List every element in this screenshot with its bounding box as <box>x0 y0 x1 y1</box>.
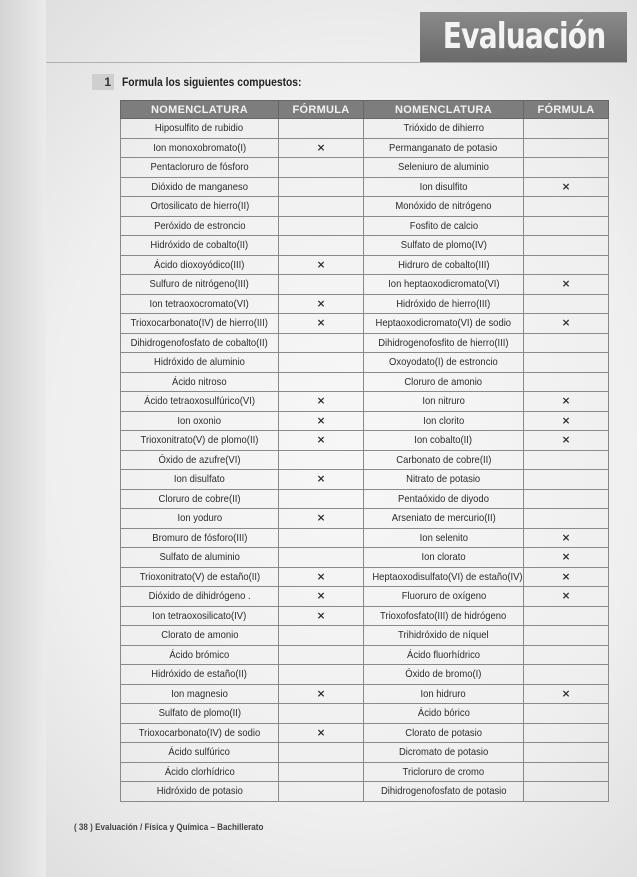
compound-name-text: Ion disulfito <box>419 180 468 193</box>
compound-name-right <box>364 177 524 197</box>
formula-cell-right <box>524 236 609 256</box>
compound-name-text: Dihidrogenofosfato de potasio <box>380 785 507 798</box>
table-row <box>121 197 609 217</box>
compound-name-text: Ácido clorhídrico <box>164 765 235 778</box>
table-row <box>121 353 609 373</box>
table-header-row <box>121 101 609 119</box>
formula-cell-right <box>524 119 609 139</box>
compound-name-text: Dihidrogenofosfato de cobalto(II) <box>130 336 269 349</box>
table-row <box>121 392 609 412</box>
compound-name-text: Ácido nitroso <box>172 375 227 388</box>
compound-name-left <box>121 431 279 451</box>
formula-cell-right <box>524 372 609 392</box>
table-row <box>121 509 609 529</box>
compound-name-left <box>121 119 279 139</box>
formula-cell-right: × <box>524 314 609 334</box>
table-row <box>121 489 609 509</box>
compound-name-left <box>121 177 279 197</box>
table-row <box>121 119 609 139</box>
compound-name-right <box>364 489 524 509</box>
formula-cell-left <box>279 275 364 295</box>
formula-cell-left: × <box>279 138 364 158</box>
formula-cell-right <box>524 470 609 490</box>
formula-cell-right <box>524 782 609 802</box>
formula-cell-right <box>524 216 609 236</box>
table-row <box>121 314 609 334</box>
compound-name-text: Tricloruro de cromo <box>402 765 485 778</box>
compound-name-right <box>364 431 524 451</box>
compound-name-left <box>121 216 279 236</box>
page-shadow-edge <box>0 0 46 877</box>
formula-cell-right: × <box>524 411 609 431</box>
compound-name-left <box>121 294 279 314</box>
compound-name-text: Ion cobalto(II) <box>414 434 473 447</box>
compound-name-right <box>364 723 524 743</box>
compound-name-text: Hidróxido de hierro(III) <box>396 297 491 310</box>
table-row <box>121 587 609 607</box>
compound-name-right <box>364 450 524 470</box>
compound-name-text: Pentacloruro de fósforo <box>150 161 249 174</box>
formula-cell-left: × <box>279 392 364 412</box>
compound-name-left <box>121 509 279 529</box>
compound-name-left <box>121 372 279 392</box>
compound-name-right <box>364 528 524 548</box>
table-row <box>121 177 609 197</box>
compound-name-right <box>364 138 524 158</box>
formula-cell-left <box>279 528 364 548</box>
formula-cell-right <box>524 489 609 509</box>
formula-cell-left <box>279 450 364 470</box>
page-footer: ( 38 ) Evaluación / Física y Química – Bachillerato <box>74 822 264 833</box>
compound-name-right <box>364 158 524 178</box>
formula-cell-right <box>524 743 609 763</box>
compound-name-text: Trióxido de dihierro <box>403 122 484 135</box>
compound-name-text: Ion hidruro <box>420 687 467 700</box>
compound-name-right <box>364 743 524 763</box>
table-row <box>121 567 609 587</box>
exercise-number: 1 <box>92 74 114 90</box>
table-row <box>121 645 609 665</box>
formula-cell-left: × <box>279 567 364 587</box>
compound-name-text: Monóxido de nitrógeno <box>395 200 492 213</box>
formula-cell-right: × <box>524 684 609 704</box>
formula-cell-right: × <box>524 275 609 295</box>
compound-name-text: Sulfuro de nitrógeno(III) <box>149 278 250 291</box>
compound-name-left <box>121 314 279 334</box>
compound-name-right <box>364 587 524 607</box>
compound-name-right <box>364 216 524 236</box>
formula-cell-right <box>524 353 609 373</box>
formula-cell-left: × <box>279 587 364 607</box>
formula-cell-left <box>279 353 364 373</box>
table-row <box>121 236 609 256</box>
compound-name-right <box>364 333 524 353</box>
compound-name-text: Ion selenito <box>419 531 468 544</box>
compound-name-text: Sulfato de aluminio <box>159 551 240 564</box>
header-divider <box>46 62 627 63</box>
compound-name-left <box>121 236 279 256</box>
table-row <box>121 743 609 763</box>
compound-name-right <box>364 509 524 529</box>
formula-cell-right: × <box>524 567 609 587</box>
compound-name-right <box>364 704 524 724</box>
compound-name-text: Sulfato de plomo(IV) <box>400 239 487 252</box>
compound-name-text: Bromuro de fósforo(III) <box>151 531 248 544</box>
compound-name-text: Ion yoduro <box>177 512 222 525</box>
formula-cell-right <box>524 197 609 217</box>
compound-name-text: Ion tetraoxosilicato(IV) <box>152 609 247 622</box>
formula-cell-left: × <box>279 294 364 314</box>
table-row <box>121 684 609 704</box>
compound-name-text: Ion nitruro <box>422 395 465 408</box>
formula-cell-left: × <box>279 606 364 626</box>
compound-name-text: Dicromato de potasio <box>398 746 489 759</box>
compound-name-text: Óxido de bromo(I) <box>405 668 482 681</box>
compound-name-text: Clorato de amonio <box>160 629 239 642</box>
formula-cell-left: × <box>279 470 364 490</box>
formula-cell-right <box>524 450 609 470</box>
compound-name-text: Ion clorato <box>421 551 466 564</box>
formula-cell-left <box>279 216 364 236</box>
compound-name-left <box>121 275 279 295</box>
compound-name-text: Trihidróxido de níquel <box>398 629 489 642</box>
compounds-table <box>120 100 609 802</box>
formula-cell-right <box>524 645 609 665</box>
compound-name-left <box>121 158 279 178</box>
compound-name-text: Heptaoxodicromato(VI) de sodio <box>375 317 512 330</box>
compound-name-right <box>364 392 524 412</box>
compound-name-text: Hidróxido de aluminio <box>154 356 245 369</box>
compound-name-left <box>121 197 279 217</box>
compound-name-text: Ortosilicato de hierro(II) <box>150 200 249 213</box>
compound-name-text: Trioxofosfato(III) de hidrógeno <box>380 609 507 622</box>
compound-name-right <box>364 645 524 665</box>
table-row <box>121 372 609 392</box>
formula-cell-right: × <box>524 528 609 548</box>
compound-name-text: Peróxido de estroncio <box>153 219 246 232</box>
compound-name-text: Dióxido de dihidrógeno . <box>148 590 251 603</box>
compound-name-left <box>121 528 279 548</box>
formula-cell-right <box>524 294 609 314</box>
compound-name-text: Seleniuro de aluminio <box>398 161 489 174</box>
formula-cell-left <box>279 645 364 665</box>
compound-name-text: Ácido dioxoyódico(III) <box>154 258 245 271</box>
table-row <box>121 762 609 782</box>
table-row <box>121 723 609 743</box>
compound-name-text: Trioxonitrato(V) de estaño(II) <box>139 570 260 583</box>
compound-name-left <box>121 704 279 724</box>
compound-name-left <box>121 606 279 626</box>
table-row <box>121 782 609 802</box>
compound-name-text: Heptaoxodisulfato(VI) de estaño(IV) <box>372 570 523 583</box>
formula-cell-left <box>279 782 364 802</box>
formula-cell-left <box>279 177 364 197</box>
compound-name-left <box>121 450 279 470</box>
compound-name-right <box>364 119 524 139</box>
formula-cell-left: × <box>279 431 364 451</box>
compound-name-left <box>121 333 279 353</box>
compound-name-text: Fosfito de calcio <box>409 219 478 232</box>
compound-name-text: Dihidrogenofosfito de hierro(III) <box>378 336 509 349</box>
compound-name-text: Carbonato de cobre(II) <box>395 453 492 466</box>
compound-name-left <box>121 665 279 685</box>
compound-name-right <box>364 606 524 626</box>
formula-cell-left <box>279 236 364 256</box>
formula-cell-right <box>524 158 609 178</box>
compound-name-text: Ion oxonio <box>177 414 222 427</box>
compound-name-text: Dióxido de manganeso <box>151 180 248 193</box>
compound-name-right <box>364 197 524 217</box>
formula-cell-right: × <box>524 548 609 568</box>
table-row <box>121 470 609 490</box>
table-row <box>121 158 609 178</box>
formula-cell-left: × <box>279 411 364 431</box>
compound-name-left <box>121 723 279 743</box>
compound-name-right <box>364 626 524 646</box>
table-row <box>121 275 609 295</box>
table-row <box>121 626 609 646</box>
formula-cell-left: × <box>279 684 364 704</box>
formula-cell-right <box>524 606 609 626</box>
formula-cell-right <box>524 762 609 782</box>
compound-name-text: Cloruro de amonio <box>404 375 483 388</box>
compound-name-left <box>121 762 279 782</box>
table-row <box>121 431 609 451</box>
compound-name-left <box>121 255 279 275</box>
formula-cell-left <box>279 333 364 353</box>
compound-name-text: Trioxocarbonato(IV) de sodio <box>138 726 261 739</box>
table-row <box>121 216 609 236</box>
formula-cell-left <box>279 372 364 392</box>
page-title: Evaluación <box>442 16 606 57</box>
compound-name-right <box>364 353 524 373</box>
formula-cell-left <box>279 743 364 763</box>
compound-name-left <box>121 489 279 509</box>
compound-name-text: Hidróxido de cobalto(II) <box>150 239 249 252</box>
compound-name-left <box>121 470 279 490</box>
compound-name-left <box>121 567 279 587</box>
compound-name-left <box>121 743 279 763</box>
compound-name-right <box>364 470 524 490</box>
title-banner <box>420 12 627 62</box>
formula-cell-right <box>524 255 609 275</box>
compound-name-right <box>364 684 524 704</box>
table-row <box>121 548 609 568</box>
header-nomenclature-right: NOMENCLATURA <box>364 101 524 119</box>
compound-name-text: Trioxocarbonato(IV) de hierro(III) <box>130 317 269 330</box>
compound-name-left <box>121 626 279 646</box>
formula-cell-right <box>524 333 609 353</box>
formula-cell-right <box>524 723 609 743</box>
compound-name-left <box>121 392 279 412</box>
table-row <box>121 606 609 626</box>
compound-name-left <box>121 548 279 568</box>
compound-name-text: Óxido de azufre(VI) <box>158 453 241 466</box>
formula-cell-left <box>279 762 364 782</box>
compound-name-right <box>364 548 524 568</box>
compound-name-right <box>364 294 524 314</box>
compound-name-text: Sulfato de plomo(II) <box>158 707 241 720</box>
compound-name-text: Nitrato de potasio <box>406 473 481 486</box>
formula-cell-right <box>524 626 609 646</box>
header-formula-left: FÓRMULA <box>279 101 364 119</box>
compound-name-right <box>364 762 524 782</box>
formula-cell-right <box>524 704 609 724</box>
formula-cell-left <box>279 548 364 568</box>
compound-name-text: Trioxonitrato(V) de plomo(II) <box>140 434 259 447</box>
compound-name-right <box>364 236 524 256</box>
compound-name-text: Hidróxido de potasio <box>156 785 243 798</box>
formula-cell-left <box>279 158 364 178</box>
compound-name-right <box>364 411 524 431</box>
header-formula-right: FÓRMULA <box>524 101 609 119</box>
compound-name-text: Ion disulfato <box>174 473 225 486</box>
compound-name-right <box>364 314 524 334</box>
compound-name-text: Hiposulfito de rubidio <box>155 122 244 135</box>
compound-name-text: Ácido tetraoxosulfúrico(VI) <box>144 395 255 408</box>
formula-cell-left <box>279 626 364 646</box>
formula-cell-left <box>279 489 364 509</box>
compound-name-text: Ácido sulfúrico <box>168 746 231 759</box>
table-row <box>121 255 609 275</box>
compound-name-text: Arseniato de mercurio(II) <box>391 512 496 525</box>
table-row <box>121 333 609 353</box>
compound-name-right <box>364 567 524 587</box>
compound-name-left <box>121 587 279 607</box>
compound-name-text: Permanganato de potasio <box>389 141 498 154</box>
compound-name-text: Ion monoxobromato(I) <box>153 141 246 154</box>
compound-name-left <box>121 353 279 373</box>
compound-name-text: Ácido fluorhídrico <box>406 648 481 661</box>
formula-cell-left <box>279 704 364 724</box>
compound-name-text: Ion magnesio <box>171 687 228 700</box>
compound-name-right <box>364 372 524 392</box>
formula-cell-left <box>279 665 364 685</box>
table-row <box>121 411 609 431</box>
compound-name-right <box>364 255 524 275</box>
compound-name-text: Oxoyodato(I) de estroncio <box>389 356 498 369</box>
table-row <box>121 450 609 470</box>
compound-name-text: Fluoruro de oxígeno <box>401 590 486 603</box>
exercise-instruction: Formula los siguientes compuestos: <box>122 75 302 89</box>
compound-name-left <box>121 782 279 802</box>
table-row <box>121 704 609 724</box>
table-body <box>121 119 609 802</box>
compound-name-text: Ion tetraoxocromato(VI) <box>149 297 250 310</box>
formula-cell-right: × <box>524 177 609 197</box>
table-row <box>121 665 609 685</box>
compound-name-right <box>364 665 524 685</box>
formula-cell-left <box>279 119 364 139</box>
formula-cell-right: × <box>524 431 609 451</box>
table-row <box>121 294 609 314</box>
compound-name-text: Ácido bórico <box>417 707 470 720</box>
compound-name-left <box>121 411 279 431</box>
compound-name-text: Ion heptaoxodicromato(VI) <box>387 278 500 291</box>
compound-name-text: Clorato de potasio <box>405 726 482 739</box>
formula-cell-right <box>524 138 609 158</box>
formula-cell-left: × <box>279 723 364 743</box>
compound-name-text: Pentaóxido de diyodo <box>398 492 489 505</box>
formula-cell-left: × <box>279 509 364 529</box>
formula-cell-right <box>524 509 609 529</box>
compound-name-text: Hidróxido de estaño(II) <box>151 668 248 681</box>
formula-cell-left <box>279 197 364 217</box>
compound-name-right <box>364 275 524 295</box>
compound-name-left <box>121 138 279 158</box>
formula-cell-right <box>524 665 609 685</box>
table-row <box>121 528 609 548</box>
formula-cell-left: × <box>279 314 364 334</box>
formula-cell-right: × <box>524 392 609 412</box>
formula-cell-right: × <box>524 587 609 607</box>
compound-name-right <box>364 782 524 802</box>
compound-name-left <box>121 684 279 704</box>
header-nomenclature-left: NOMENCLATURA <box>121 101 279 119</box>
compound-name-text: Cloruro de cobre(II) <box>158 492 241 505</box>
compound-name-text: Hidruro de cobalto(III) <box>397 258 490 271</box>
table-row <box>121 138 609 158</box>
formula-cell-left: × <box>279 255 364 275</box>
compound-name-text: Ácido brómico <box>169 648 230 661</box>
compound-name-left <box>121 645 279 665</box>
compound-name-text: Ion clorito <box>423 414 464 427</box>
